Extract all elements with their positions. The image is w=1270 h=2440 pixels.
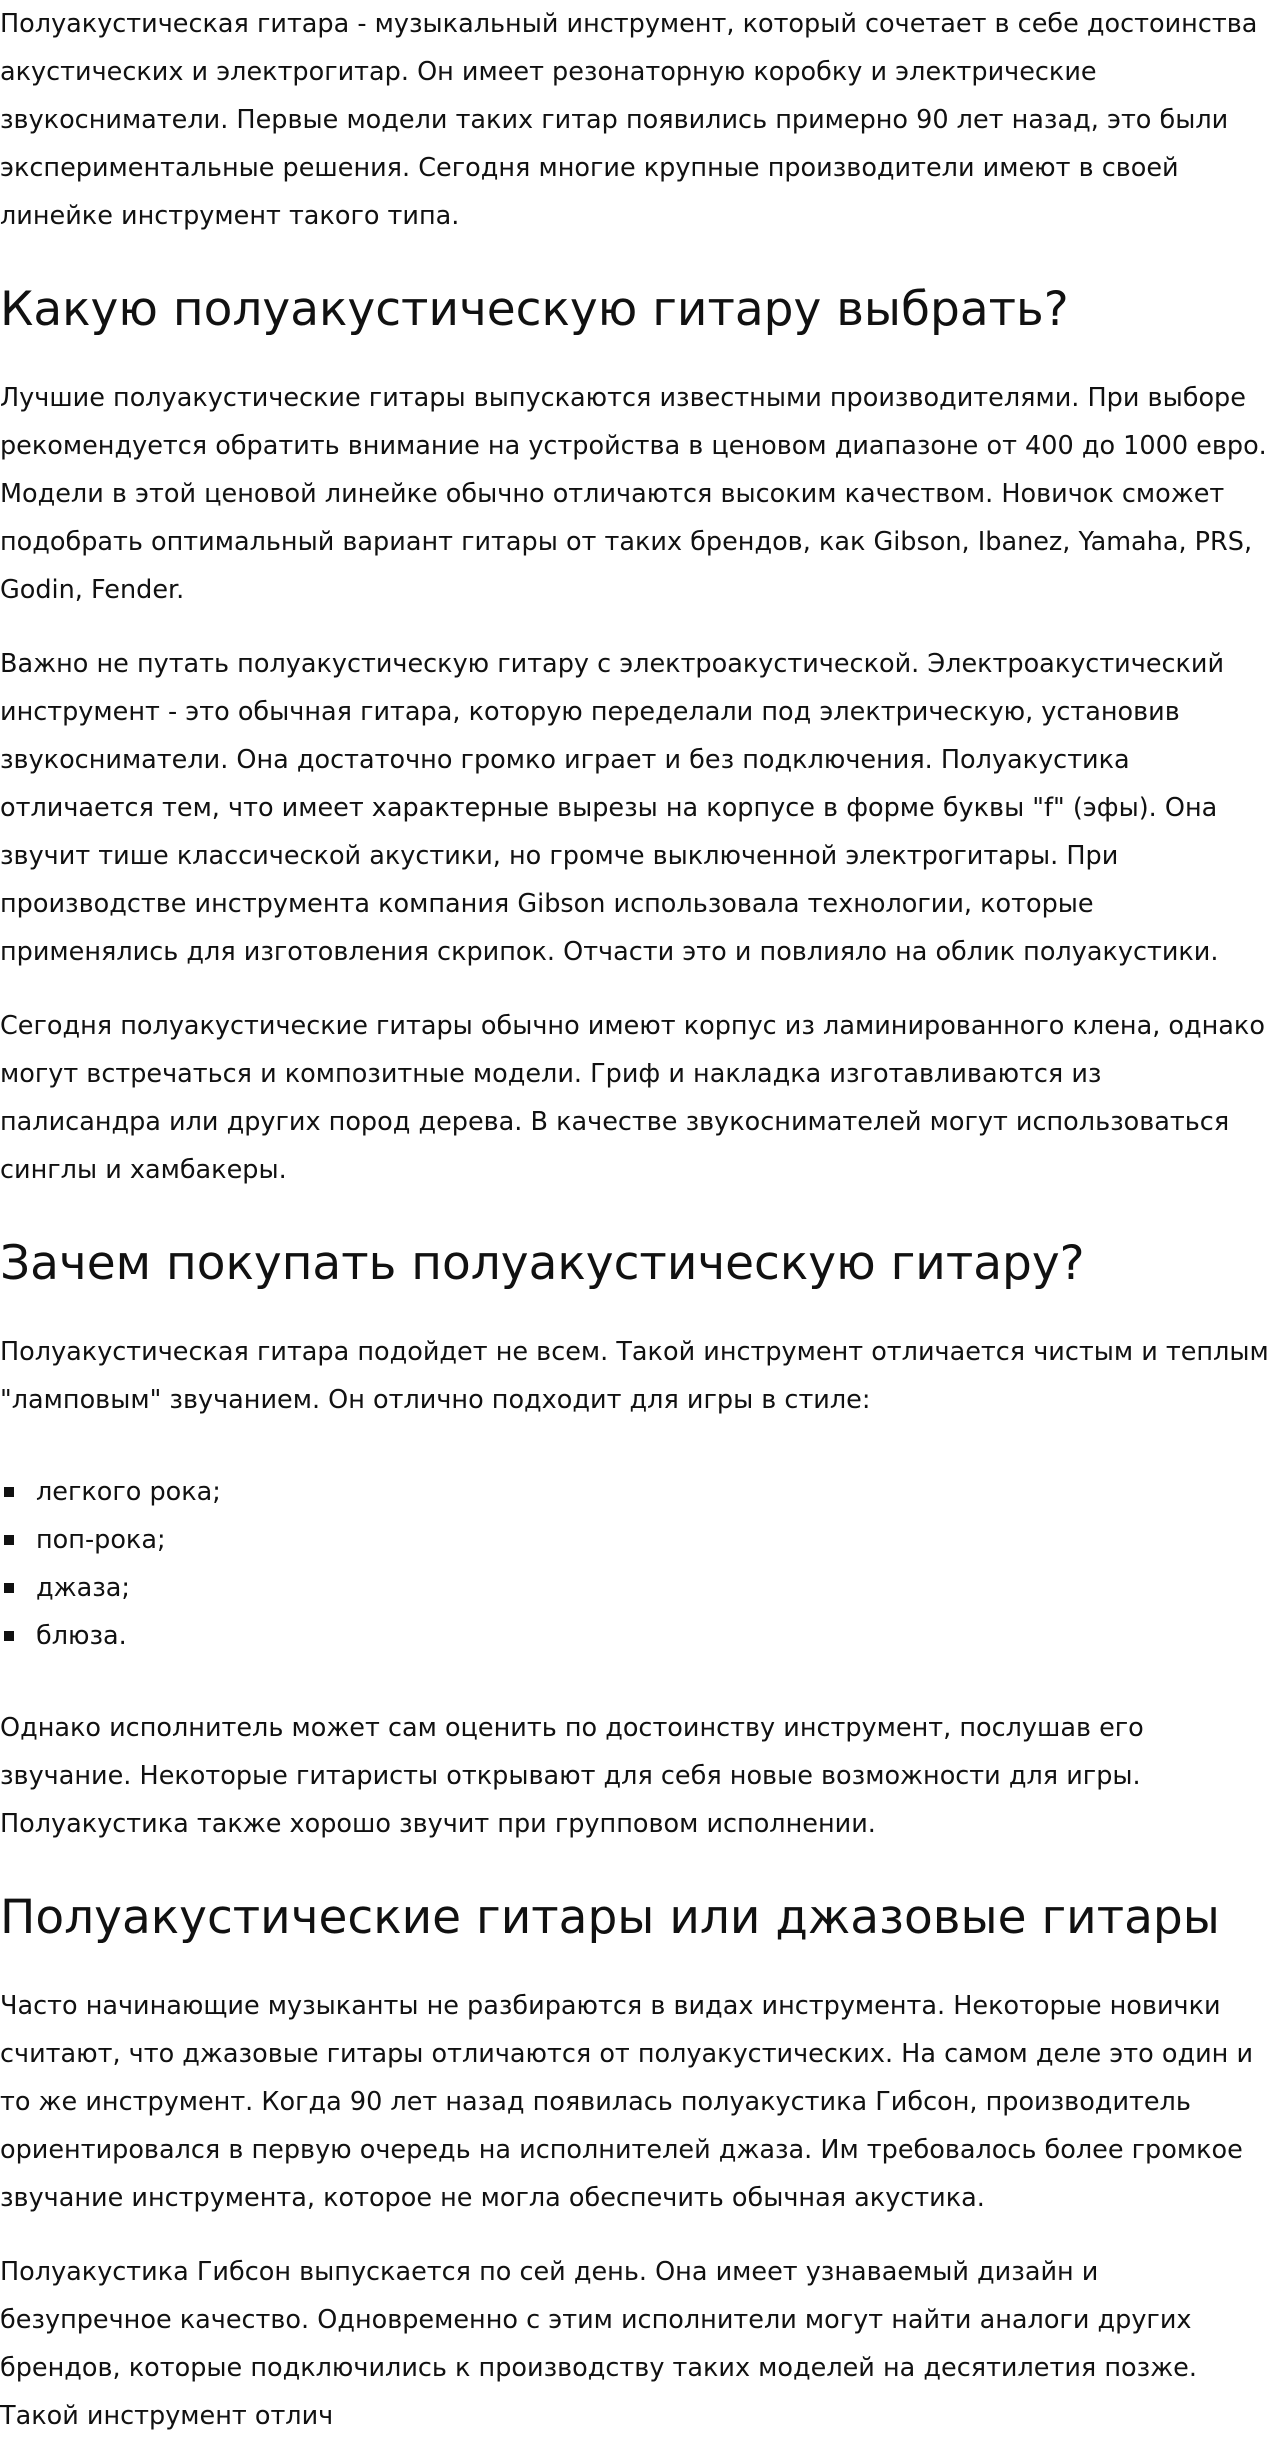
square-bullet-icon	[4, 1535, 14, 1545]
list-item-text: поп-рока;	[36, 1525, 166, 1555]
square-bullet-icon	[4, 1631, 14, 1641]
list-item	[0, 1564, 1270, 1612]
styles-list	[0, 1468, 1270, 1660]
list-item-text: блюза.	[36, 1621, 127, 1651]
list-item	[0, 1612, 1270, 1660]
paragraph-best-guitars: Лучшие полуакустические гитары выпускаются известными производителями. При выборе рекомендуется обратить внимание на устройства в ценовом диапазоне от 400 до 1000 евро. Модели в этой ценовой линейке обычно отличаются высоким качеством. Новичок сможет подобрать оптимальный вариант гитары от таких брендов, как Gibson, Ibanez, Yamaha, PRS, Godin, Fender.	[0, 383, 1267, 605]
paragraph-gibson-today: Полуакустика Гибсон выпускается по сей день. Она имеет узнаваемый дизайн и безупречное качество. Одновременно с этим исполнители могут найти аналоги других брендов, которые подключились к производству таких моделей на десятилетия позже. Такой инструмент отлич	[0, 2257, 1197, 2431]
square-bullet-icon	[4, 1583, 14, 1593]
heading-why-buy: Зачем покупать полуакустическую гитару?	[0, 1236, 1085, 1291]
intro-paragraph: Полуакустическая гитара - музыкальный инструмент, который сочетает в себе достоинства акустических и электрогитар. Он имеет резонаторную коробку и электрические звукосниматели. Первые модели таких гитар появились примерно 90 лет назад, это были экспериментальные решения. Сегодня многие крупные производители имеют в своей линейке инструмент такого типа.	[0, 9, 1258, 231]
paragraph-not-electroacoustic: Важно не путать полуакустическую гитару с электроакустической. Электроакустический инструмент - это обычная гитара, которую переделали под электрическую, установив звукосниматели. Она достаточно громко играет и без подключения. Полуакустика отличается тем, что имеет характерные вырезы на корпусе в форме буквы "f" (эфы). Она звучит тише классической акустики, но громче выключенной электрогитары. При производстве инструмента компания Gibson использовала технологии, которые применялись для изготовления скрипок. Отчасти это и повлияло на облик полуакустики.	[0, 649, 1225, 967]
list-item-text: джаза;	[36, 1573, 131, 1603]
paragraph-beginners: Часто начинающие музыканты не разбираются в видах инструмента. Некоторые новички считают, что джазовые гитары отличаются от полуакустических. На самом деле это один и то же инструмент. Когда 90 лет назад появилась полуакустика Гибсон, производитель ориентировался в первую очередь на исполнителей джаза. Им требовалось более громкое звучание инструмента, которое не могла обеспечить обычная акустика.	[0, 1991, 1254, 2213]
heading-choose-guitar: Какую полуакустическую гитару выбрать?	[0, 282, 1069, 337]
paragraph-not-for-everyone: Полуакустическая гитара подойдет не всем. Такой инструмент отличается чистым и теплым "ламповым" звучанием. Он отлично подходит для игры в стиле:	[0, 1337, 1269, 1415]
list-item-text: легкого рока;	[36, 1477, 221, 1507]
heading-semi-vs-jazz: Полуакустические гитары или джазовые гитары	[0, 1890, 1220, 1945]
list-item	[0, 1468, 1270, 1516]
paragraph-materials: Сегодня полуакустические гитары обычно имеют корпус из ламинированного клена, однако могут встречаться и композитные модели. Гриф и накладка изготавливаются из палисандра или других пород дерева. В качестве звукоснимателей могут использоваться синглы и хамбакеры.	[0, 1011, 1265, 1185]
square-bullet-icon	[4, 1487, 14, 1497]
paragraph-evaluate: Однако исполнитель может сам оценить по достоинству инструмент, послушав его звучание. Некоторые гитаристы открывают для себя новые возможности для игры. Полуакустика также хорошо звучит при групповом исполнении.	[0, 1713, 1144, 1839]
list-item	[0, 1516, 1270, 1564]
